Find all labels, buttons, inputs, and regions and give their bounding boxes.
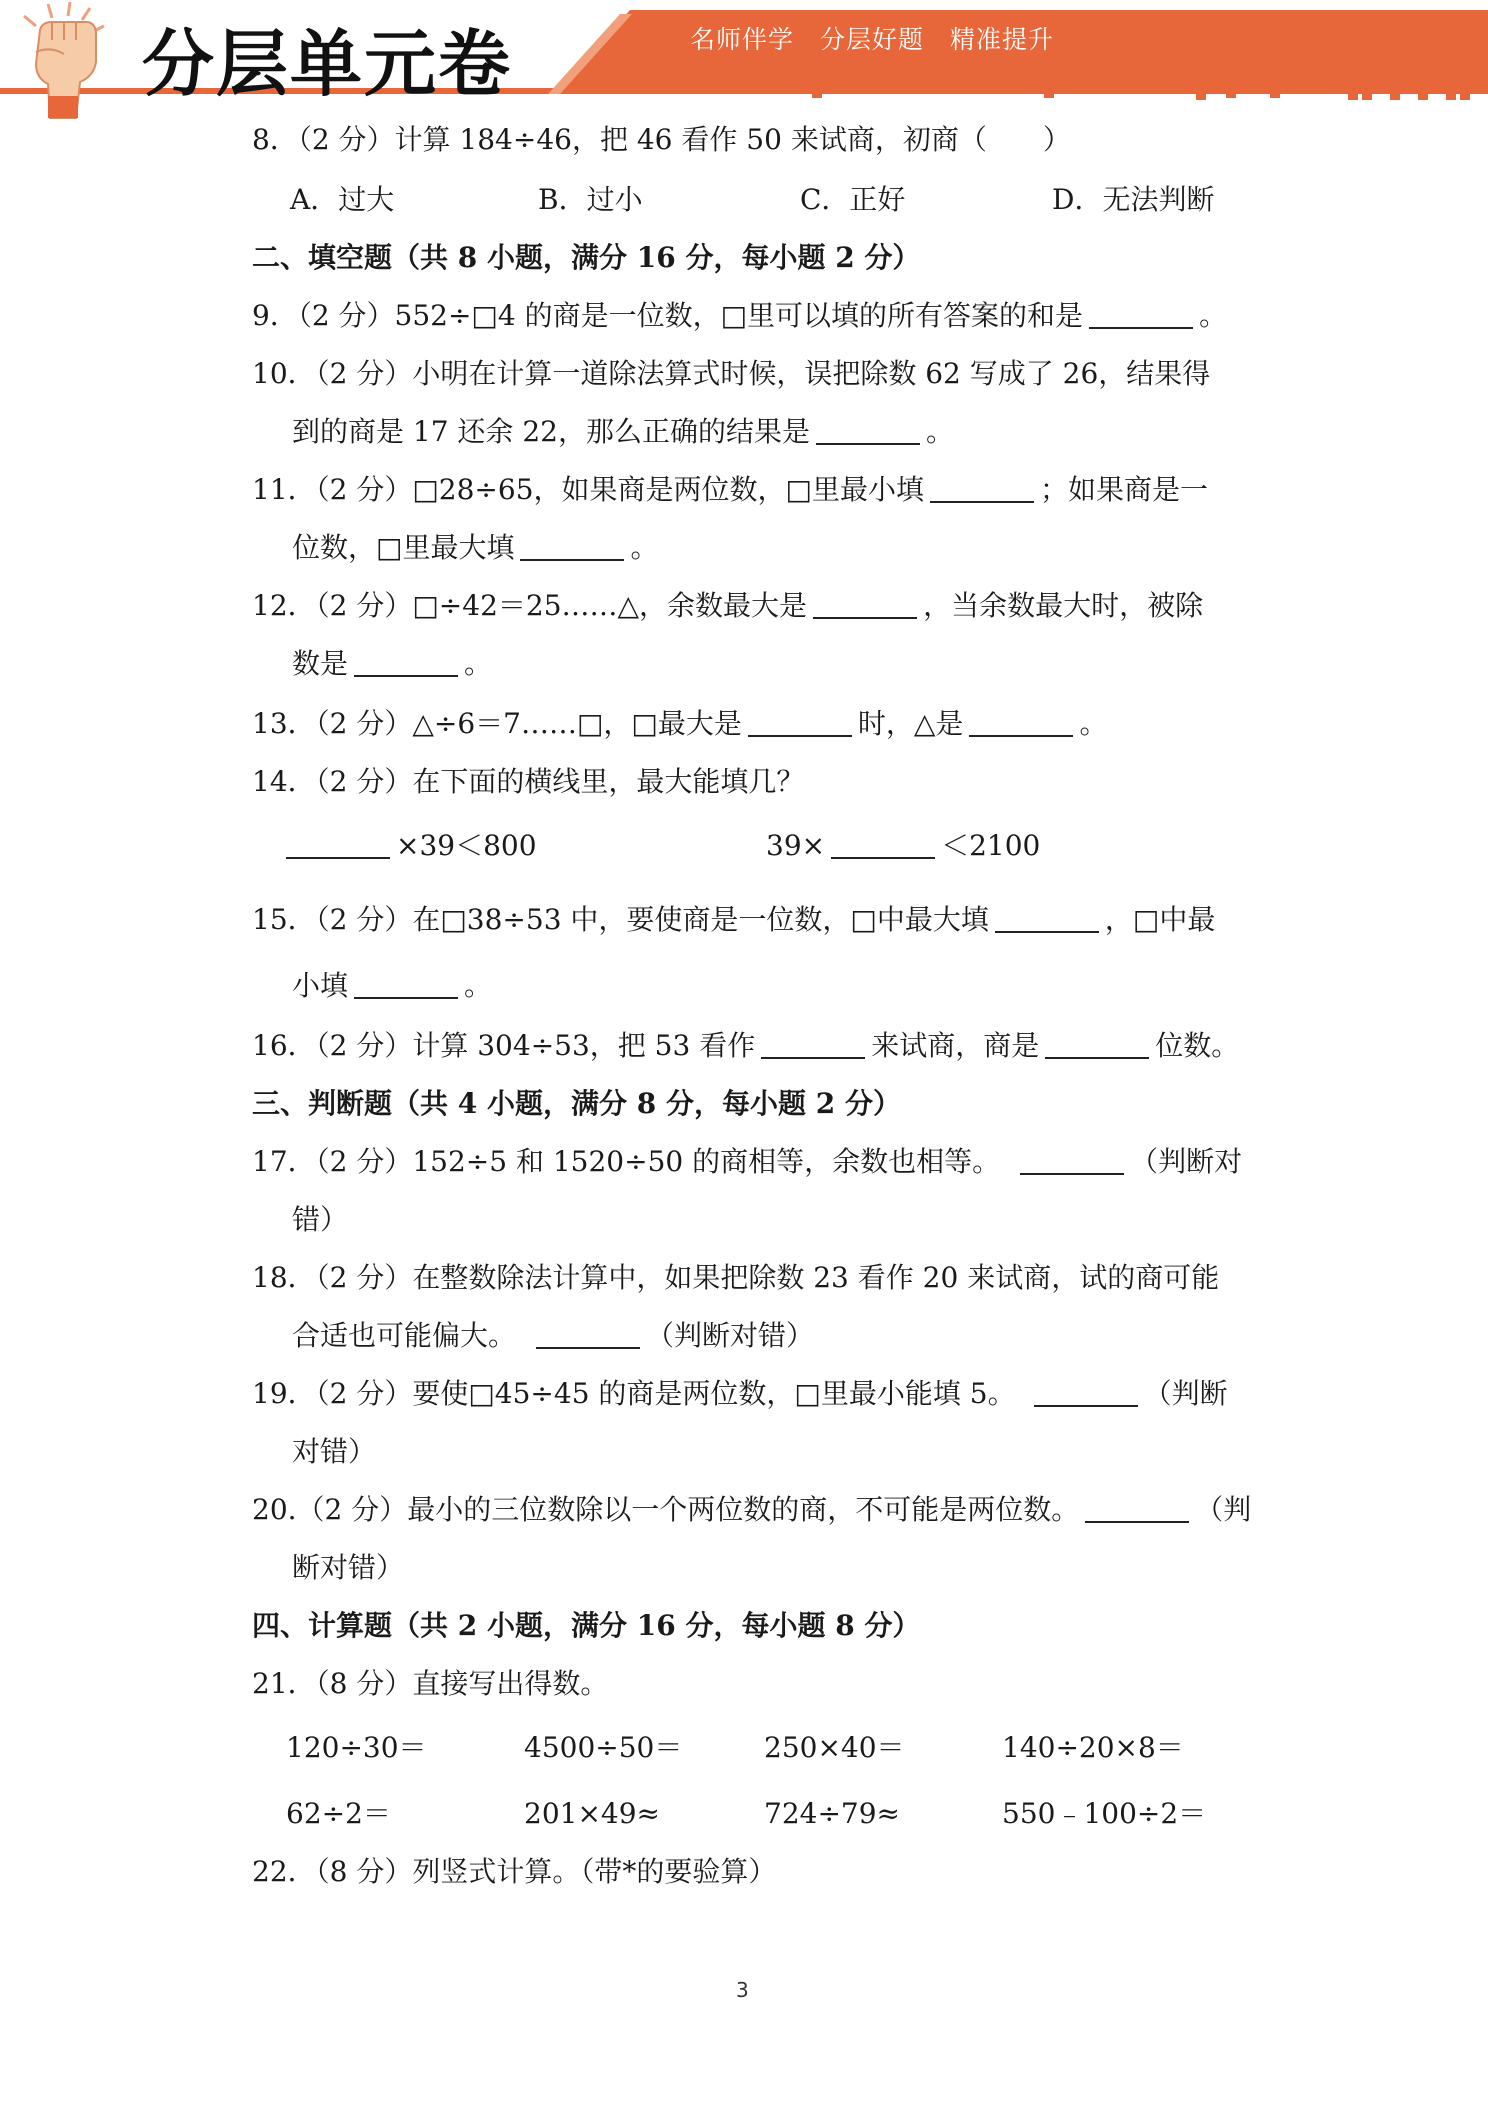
answer-blank[interactable] [748, 709, 852, 737]
calc-item: 120÷30＝ [286, 1731, 427, 1764]
calc-item: 140÷20×8＝ [1002, 1731, 1184, 1764]
question-14-right-text: 39× [766, 829, 826, 862]
answer-blank[interactable] [831, 831, 935, 859]
answer-blank[interactable] [354, 649, 458, 677]
question-21-stem: 21．（8 分）直接写出得数。 [252, 1667, 609, 1700]
question-16-text-cont: 来试商，商是 [871, 1029, 1040, 1062]
answer-blank[interactable] [354, 971, 458, 999]
question-19-text-cont: （判断 [1143, 1377, 1228, 1410]
question-16-text: 16．（2 分）计算 304÷53，把 53 看作 [252, 1029, 756, 1062]
question-15-line-1 [252, 900, 1215, 940]
question-8-option-a: A．过大 [290, 183, 395, 216]
question-15-text-cont: ，□中最 [1104, 903, 1216, 936]
question-20-text-cont: （判 [1195, 1493, 1252, 1526]
answer-blank[interactable] [536, 1321, 640, 1349]
calc-item: 550﹣100÷2＝ [1002, 1797, 1207, 1830]
calc-item: 4500÷50＝ [524, 1731, 683, 1764]
question-14-left-text: ×39＜800 [396, 829, 537, 862]
question-11-line-2 [292, 528, 658, 568]
answer-blank[interactable] [995, 905, 1099, 933]
answer-blank[interactable] [1085, 1495, 1189, 1523]
calc-item: 201×49≈ [524, 1797, 660, 1830]
question-13-text: 13．（2 分）△÷6＝7……□，□最大是 [252, 707, 742, 740]
answer-blank[interactable] [813, 591, 917, 619]
answer-blank[interactable] [816, 417, 920, 445]
question-10-text: 到的商是 17 还余 22，那么正确的结果是 [292, 415, 810, 448]
question-17-text: 17．（2 分）152÷5 和 1520÷50 的商相等，余数也相等。 [252, 1145, 1001, 1178]
question-8-option-c: C．正好 [800, 183, 906, 216]
question-12-end: 。 [464, 647, 493, 680]
calc-item: 724÷79≈ [764, 1797, 900, 1830]
question-12-text-2: 数是 [292, 647, 349, 680]
page-number: 3 [736, 1978, 749, 2002]
question-12-text: 12．（2 分）□÷42＝25……△，余数最大是 [252, 589, 808, 622]
question-19-text: 19．（2 分）要使□45÷45 的商是两位数，□里最小能填 5。 [252, 1377, 1016, 1410]
question-14-stem: 14．（2 分）在下面的横线里，最大能填几？ [252, 765, 805, 798]
question-15-text: 15．（2 分）在□38÷53 中，要使商是一位数，□中最大填 [252, 903, 989, 936]
answer-blank[interactable] [969, 709, 1073, 737]
question-13-end: 。 [1079, 707, 1108, 740]
question-19-line-1 [252, 1374, 1228, 1414]
question-8-option-b: B．过小 [538, 183, 643, 216]
question-11-end: 。 [630, 531, 659, 564]
answer-blank[interactable] [286, 831, 390, 859]
section-2-heading: 二、填空题（共 8 小题，满分 16 分，每小题 2 分） [252, 241, 921, 274]
answer-blank[interactable] [1034, 1379, 1138, 1407]
question-11-text-cont: ；如果商是一 [1039, 473, 1208, 506]
answer-blank[interactable] [520, 533, 624, 561]
question-11-text: 11．（2 分）□28÷65，如果商是两位数，□里最小填 [252, 473, 924, 506]
question-8-option-d: D．无法判断 [1052, 183, 1215, 216]
question-20-line-2: 断对错） [292, 1551, 405, 1584]
question-20-line-1 [252, 1490, 1251, 1530]
question-8-stem: 8．（2 分）计算 184÷46，把 46 看作 50 来试商，初商（ ） [252, 123, 1071, 156]
question-17-line-1 [252, 1142, 1242, 1182]
answer-blank[interactable] [930, 475, 1034, 503]
calc-item: 62÷2＝ [286, 1797, 391, 1830]
question-14-right-end: ＜2100 [941, 829, 1041, 862]
question-15-line-2 [292, 966, 492, 1006]
question-15-end: 。 [464, 969, 493, 1002]
brand-title: 分层单元卷 [142, 22, 513, 106]
brand-slogan: 名师伴学 分层好题 精准提升 [690, 25, 1055, 54]
question-14-left [286, 826, 537, 866]
section-3-heading: 三、判断题（共 4 小题，满分 8 分，每小题 2 分） [252, 1087, 901, 1120]
question-18-line-1: 18．（2 分）在整数除法计算中，如果把除数 23 看作 20 来试商，试的商可能 [252, 1261, 1220, 1294]
question-17-line-2: 错） [292, 1203, 349, 1236]
question-18-text: 合适也可能偏大。 [292, 1319, 517, 1352]
question-11-text-2: 位数，□里最大填 [292, 531, 515, 564]
question-13 [252, 704, 1107, 744]
question-9-text: 9．（2 分）552÷□4 的商是一位数，□里可以填的所有答案的和是 [252, 299, 1084, 332]
question-19-line-2: 对错） [292, 1435, 377, 1468]
question-20-text: 20.（2 分）最小的三位数除以一个两位数的商，不可能是两位数。 [252, 1493, 1080, 1526]
question-10-line-1: 10．（2 分）小明在计算一道除法算式时候，误把除数 62 写成了 26，结果得 [252, 357, 1211, 390]
question-10-line-2 [292, 412, 954, 452]
answer-blank[interactable] [1020, 1147, 1124, 1175]
question-14-right [766, 826, 1040, 866]
question-22-stem: 22．（8 分）列竖式计算。（带*的要验算） [252, 1855, 777, 1888]
question-9 [252, 296, 1227, 336]
question-16-end: 位数。 [1155, 1029, 1240, 1062]
question-13-text-cont: 时，△是 [857, 707, 964, 740]
raised-fist-icon [0, 0, 120, 120]
question-9-end: 。 [1199, 299, 1228, 332]
question-18-end: （判断对错） [646, 1319, 815, 1352]
calc-item: 250×40＝ [764, 1731, 905, 1764]
answer-blank[interactable] [1089, 301, 1193, 329]
question-15-text-2: 小填 [292, 969, 349, 1002]
question-18-line-2 [292, 1316, 814, 1356]
page-header [0, 0, 1488, 120]
question-12-line-1 [252, 586, 1203, 626]
question-16 [252, 1026, 1239, 1066]
question-12-text-cont: ，当余数最大时，被除 [923, 589, 1204, 622]
answer-blank[interactable] [1045, 1031, 1149, 1059]
question-12-line-2 [292, 644, 492, 684]
section-4-heading: 四、计算题（共 2 小题，满分 16 分，每小题 8 分） [252, 1609, 921, 1642]
question-17-text-cont: （判断对 [1130, 1145, 1243, 1178]
question-11-line-1 [252, 470, 1208, 510]
question-10-end: 。 [925, 415, 954, 448]
answer-blank[interactable] [761, 1031, 865, 1059]
